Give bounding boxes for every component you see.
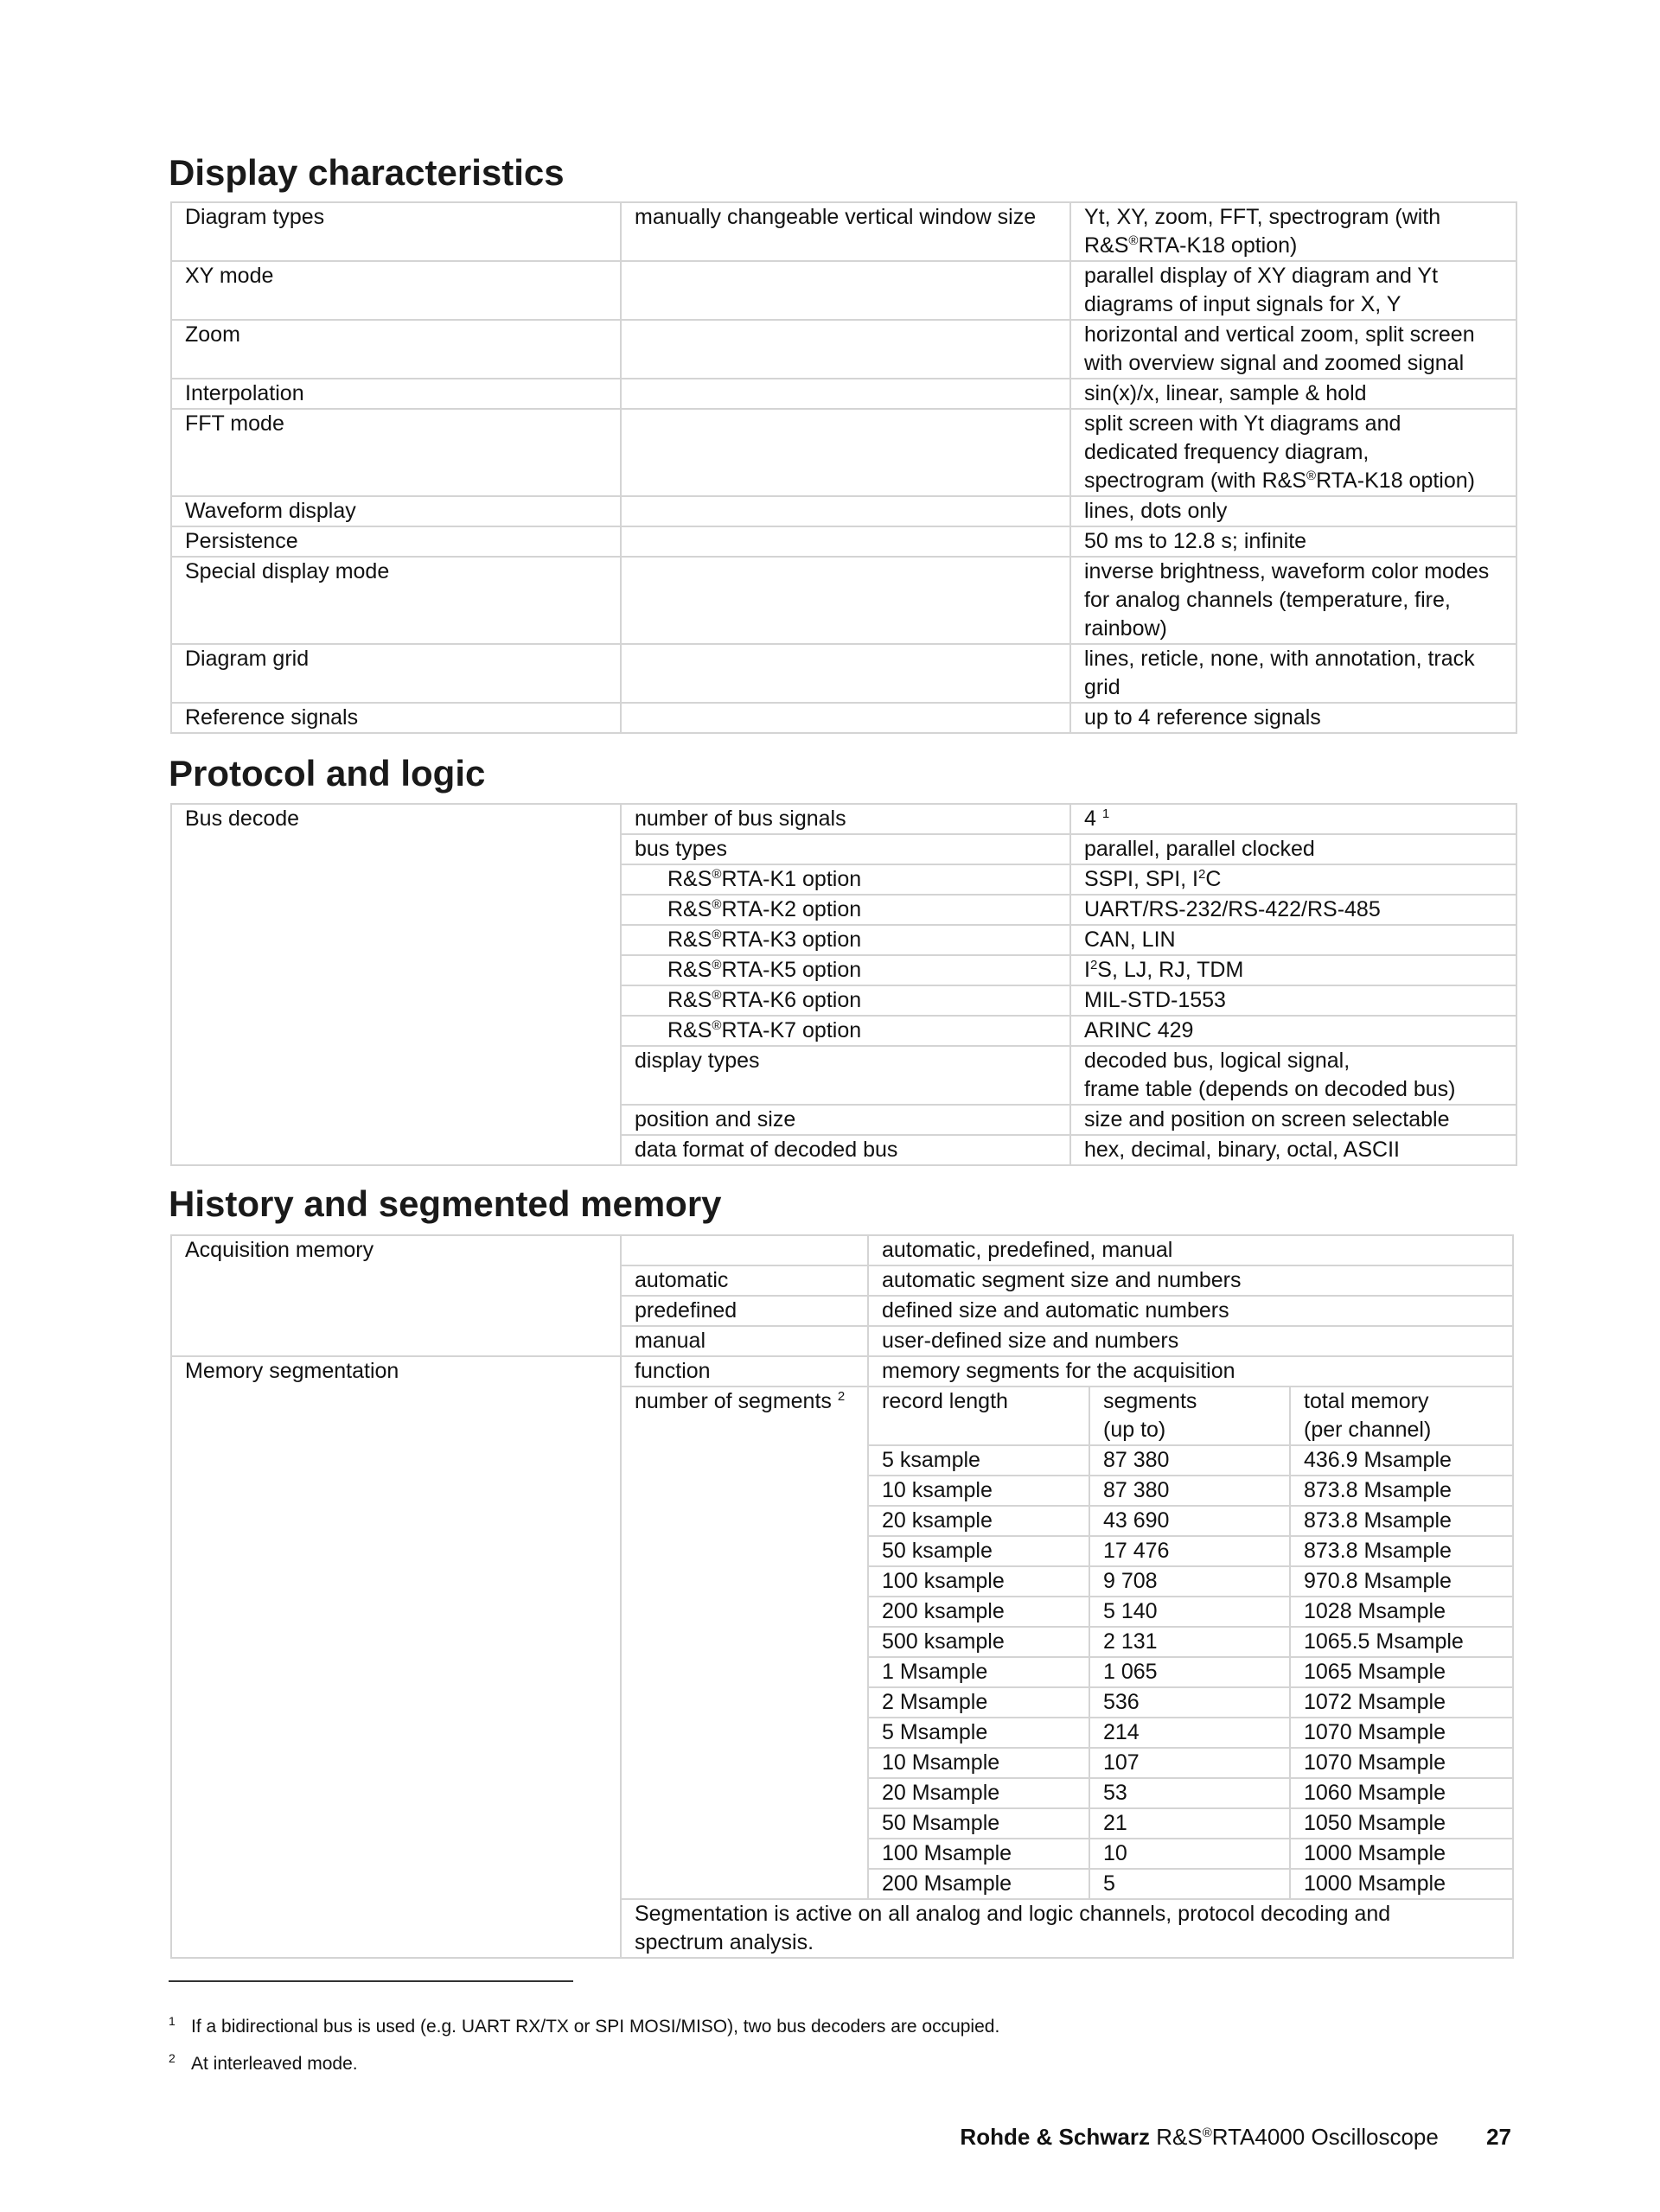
segment-count: 9 708 — [1089, 1566, 1290, 1597]
spec-value: SSPI, SPI, $I^2C$ — [1070, 864, 1516, 895]
spec-parameter: R&S®RTA-K5 option — [621, 955, 1070, 985]
spec-label: XY mode — [171, 261, 621, 320]
table-row — [171, 644, 1516, 703]
spec-value: parallel, parallel clocked — [1070, 834, 1516, 864]
spec-condition — [621, 379, 1070, 409]
segment-total-memory: 1000 Msample — [1290, 1839, 1513, 1869]
spec-label: FFT mode — [171, 409, 621, 496]
table-row — [171, 703, 1516, 733]
spec-value: hex, decimal, binary, octal, ASCII — [1070, 1135, 1516, 1165]
segment-record-length: 10 Msample — [868, 1748, 1089, 1778]
spec-condition — [621, 496, 1070, 526]
segment-total-memory: 1070 Msample — [1290, 1748, 1513, 1778]
spec-value: automatic, predefined, manual — [868, 1235, 1513, 1265]
segment-count: 87 380 — [1089, 1445, 1290, 1476]
footnote-1: 1 If a bidirectional bus is used (e.g. UART RX/TX or SPI MOSI/MISO), two bus decoders are occupied. — [169, 2014, 1000, 2037]
segment-count: 5 — [1089, 1869, 1290, 1899]
spec-value: up to 4 reference signals — [1070, 703, 1516, 733]
segment-record-length: 20 Msample — [868, 1778, 1089, 1808]
segment-record-length: 20 ksample — [868, 1506, 1089, 1536]
spec-label: Interpolation — [171, 379, 621, 409]
segment-record-length: 500 ksample — [868, 1627, 1089, 1657]
spec-value: 50 ms to 12.8 s; infinite — [1070, 526, 1516, 557]
spec-value: CAN, LIN — [1070, 925, 1516, 955]
segment-count: 43 690 — [1089, 1506, 1290, 1536]
segment-total-memory: 1028 Msample — [1290, 1597, 1513, 1627]
segment-total-memory: 970.8 Msample — [1290, 1566, 1513, 1597]
spec-value: automatic segment size and numbers — [868, 1265, 1513, 1296]
spec-value: horizontal and vertical zoom, split screen with overview signal and zoomed signal — [1070, 320, 1516, 379]
spec-parameter: R&S®RTA-K6 option — [621, 985, 1070, 1016]
segment-total-memory: 1072 Msample — [1290, 1687, 1513, 1718]
segment-total-memory: 873.8 Msample — [1290, 1506, 1513, 1536]
spec-condition — [621, 320, 1070, 379]
spec-value: 4 $^1$ — [1070, 804, 1516, 834]
spec-value: decoded bus, logical signal, frame table (depends on decoded bus) — [1070, 1046, 1516, 1105]
table-row — [171, 379, 1516, 409]
spec-label: Memory segmentation — [171, 1356, 621, 1958]
segment-total-memory: 436.9 Msample — [1290, 1445, 1513, 1476]
section-title-history: History and segmented memory — [169, 1183, 722, 1224]
spec-value: memory segments for the acquisition — [868, 1356, 1513, 1386]
spec-condition — [621, 526, 1070, 557]
table-row — [171, 496, 1516, 526]
spec-parameter: manual — [621, 1326, 868, 1356]
spec-value: lines, reticle, none, with annotation, track grid — [1070, 644, 1516, 703]
table-row — [171, 1356, 1513, 1386]
spec-value: MIL-STD-1553 — [1070, 985, 1516, 1016]
footer-brand: Rohde & Schwarz — [960, 2124, 1151, 2150]
table-row — [171, 1235, 1513, 1265]
segment-count: 536 — [1089, 1687, 1290, 1718]
table-row — [171, 557, 1516, 644]
page-number: 27 — [1486, 2124, 1511, 2150]
spec-label: Diagram grid — [171, 644, 621, 703]
spec-condition — [621, 261, 1070, 320]
spec-value: parallel display of XY diagram and Yt diagrams of input signals for X, Y — [1070, 261, 1516, 320]
spec-parameter — [621, 1235, 868, 1265]
segment-record-length: 50 Msample — [868, 1808, 1089, 1839]
footer-product: R&S®RTA4000 Oscilloscope — [1156, 2124, 1439, 2150]
page-footer — [960, 2122, 1511, 2151]
segment-header-total-memory: total memory (per channel) — [1290, 1386, 1513, 1445]
protocol-logic-table — [170, 803, 1517, 1166]
segment-total-memory: 1050 Msample — [1290, 1808, 1513, 1839]
spec-value: sin(x)/x, linear, sample & hold — [1070, 379, 1516, 409]
display-characteristics-table — [170, 201, 1517, 734]
spec-condition — [621, 703, 1070, 733]
segment-count: 87 380 — [1089, 1476, 1290, 1506]
spec-parameter: display types — [621, 1046, 1070, 1105]
segment-record-length: 5 ksample — [868, 1445, 1089, 1476]
spec-condition — [621, 557, 1070, 644]
spec-parameter: automatic — [621, 1265, 868, 1296]
segment-count: 1 065 — [1089, 1657, 1290, 1687]
segment-total-memory: 1070 Msample — [1290, 1718, 1513, 1748]
spec-label: Acquisition memory — [171, 1235, 621, 1356]
history-segmented-memory-table — [170, 1234, 1514, 1959]
segment-count: 21 — [1089, 1808, 1290, 1839]
spec-value: size and position on screen selectable — [1070, 1105, 1516, 1135]
spec-value: UART/RS-232/RS-422/RS-485 — [1070, 895, 1516, 925]
spec-value: ARINC 429 — [1070, 1016, 1516, 1046]
spec-parameter: data format of decoded bus — [621, 1135, 1070, 1165]
spec-value: split screen with Yt diagrams and dedicated frequency diagram, spectrogram (with R&S®RTA-K18 option) — [1070, 409, 1516, 496]
spec-value: user-defined size and numbers — [868, 1326, 1513, 1356]
spec-parameter: predefined — [621, 1296, 868, 1326]
segment-count: 5 140 — [1089, 1597, 1290, 1627]
footnote-rule — [169, 1980, 573, 1982]
section-title-protocol: Protocol and logic — [169, 753, 486, 794]
spec-parameter: R&S®RTA-K7 option — [621, 1016, 1070, 1046]
footnote-2: 2 At interleaved mode. — [169, 2051, 358, 2074]
spec-parameter: number of segments $^2$ — [621, 1386, 868, 1899]
segment-header-segments: segments (up to) — [1089, 1386, 1290, 1445]
segment-record-length: 5 Msample — [868, 1718, 1089, 1748]
table-row — [171, 526, 1516, 557]
segment-total-memory: 873.8 Msample — [1290, 1476, 1513, 1506]
spec-condition — [621, 409, 1070, 496]
segment-record-length: 100 Msample — [868, 1839, 1089, 1869]
segment-count: 17 476 — [1089, 1536, 1290, 1566]
spec-label: Bus decode — [171, 804, 621, 1165]
segment-total-memory: 873.8 Msample — [1290, 1536, 1513, 1566]
spec-condition: manually changeable vertical window size — [621, 202, 1070, 261]
segment-total-memory: 1065 Msample — [1290, 1657, 1513, 1687]
segment-count: 10 — [1089, 1839, 1290, 1869]
segment-count: 107 — [1089, 1748, 1290, 1778]
spec-label: Waveform display — [171, 496, 621, 526]
spec-label: Persistence — [171, 526, 621, 557]
table-row — [171, 320, 1516, 379]
segment-count: 2 131 — [1089, 1627, 1290, 1657]
spec-parameter: R&S®RTA-K3 option — [621, 925, 1070, 955]
segment-record-length: 100 ksample — [868, 1566, 1089, 1597]
segment-record-length: 1 Msample — [868, 1657, 1089, 1687]
spec-parameter: function — [621, 1356, 868, 1386]
segment-record-length: 200 ksample — [868, 1597, 1089, 1627]
table-row — [171, 804, 1516, 834]
segment-record-length: 50 ksample — [868, 1536, 1089, 1566]
spec-parameter: number of bus signals — [621, 804, 1070, 834]
segment-record-length: 10 ksample — [868, 1476, 1089, 1506]
segment-total-memory: 1060 Msample — [1290, 1778, 1513, 1808]
segment-total-memory: 1065.5 Msample — [1290, 1627, 1513, 1657]
spec-value: defined size and automatic numbers — [868, 1296, 1513, 1326]
table-row — [171, 202, 1516, 261]
section-title-display: Display characteristics — [169, 152, 565, 193]
spec-parameter: R&S®RTA-K2 option — [621, 895, 1070, 925]
spec-value: lines, dots only — [1070, 496, 1516, 526]
segment-record-length: 2 Msample — [868, 1687, 1089, 1718]
spec-label: Zoom — [171, 320, 621, 379]
spec-label: Diagram types — [171, 202, 621, 261]
segment-total-memory: 1000 Msample — [1290, 1869, 1513, 1899]
table-row — [171, 409, 1516, 496]
table-row — [171, 261, 1516, 320]
spec-value: inverse brightness, waveform color modes for analog channels (temperature, fire, rainbow) — [1070, 557, 1516, 644]
segment-record-length: 200 Msample — [868, 1869, 1089, 1899]
spec-parameter: R&S®RTA-K1 option — [621, 864, 1070, 895]
spec-parameter: position and size — [621, 1105, 1070, 1135]
spec-value: Yt, XY, zoom, FFT, spectrogram (with R&S®RTA-K18 option) — [1070, 202, 1516, 261]
spec-label: Special display mode — [171, 557, 621, 644]
spec-condition — [621, 644, 1070, 703]
spec-label: Reference signals — [171, 703, 621, 733]
spec-value: $I^2S$, LJ, RJ, TDM — [1070, 955, 1516, 985]
segment-header-record-length: record length — [868, 1386, 1089, 1445]
spec-parameter: bus types — [621, 834, 1070, 864]
segment-count: 214 — [1089, 1718, 1290, 1748]
segmentation-note: Segmentation is active on all analog and logic channels, protocol decoding and spectrum analysis. — [621, 1899, 1513, 1958]
segment-count: 53 — [1089, 1778, 1290, 1808]
